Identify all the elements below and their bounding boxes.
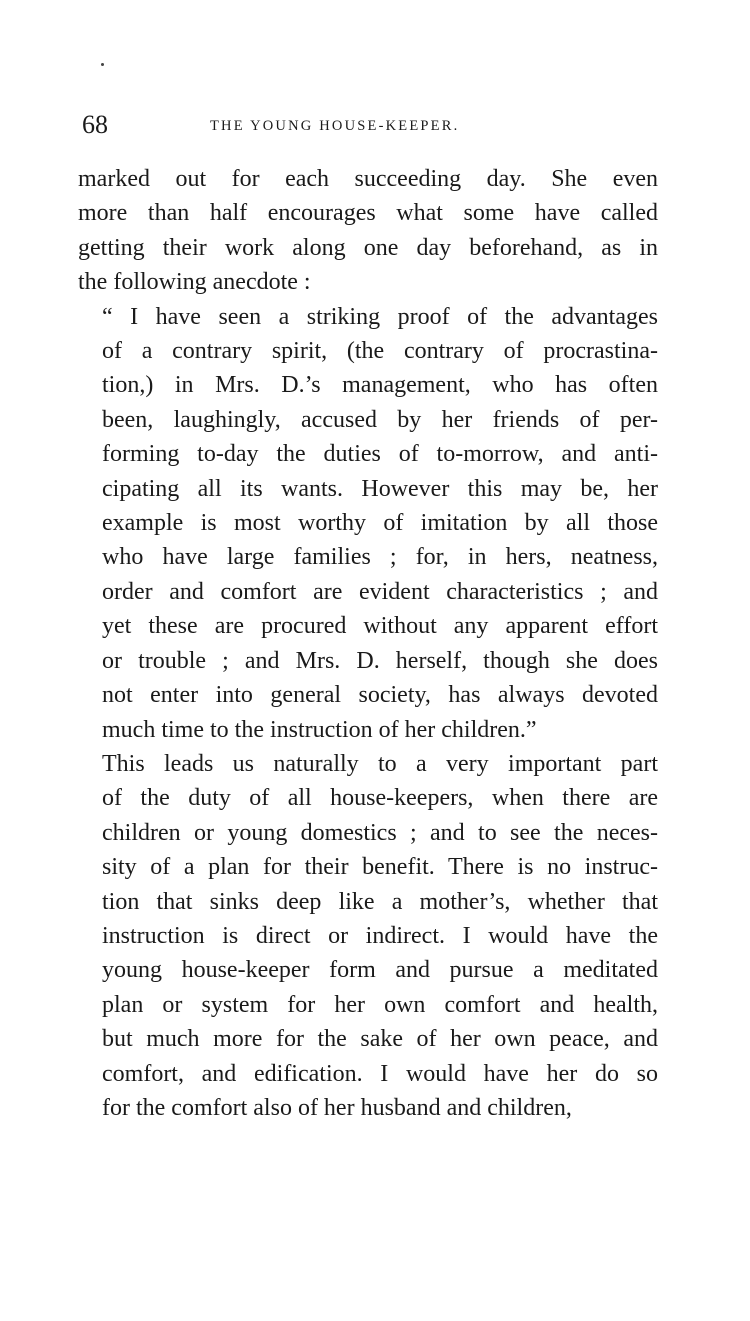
text-line: or trouble ; and Mrs. D. herself, though she does bbox=[102, 647, 658, 674]
text-line: not enter into general society, has always devoted bbox=[102, 682, 658, 709]
text-line: much time to the instruction of her children.” bbox=[102, 716, 537, 743]
text-line: sity of a plan for their benefit. There is no instruc- bbox=[102, 854, 658, 881]
page-header bbox=[82, 108, 662, 142]
text-line: young house-keeper form and pursue a meditated bbox=[102, 957, 658, 984]
text-line: plan or system for her own comfort and health, bbox=[102, 991, 658, 1018]
text-line: children or young domestics ; and to see the neces- bbox=[102, 819, 658, 846]
text-line: been, laughingly, accused by her friends of per- bbox=[102, 406, 658, 433]
text-line: cipating all its wants. However this may be, her bbox=[102, 475, 658, 502]
text-line: who have large families ; for, in hers, neatness, bbox=[102, 544, 658, 571]
text-line: forming to-day the duties of to-morrow, and anti- bbox=[102, 441, 658, 468]
text-line: of a contrary spirit, (the contrary of procrastina- bbox=[102, 338, 658, 365]
body-text bbox=[78, 162, 658, 1125]
paragraph-2-quote bbox=[78, 300, 658, 747]
paragraph-1 bbox=[78, 162, 658, 300]
page-number: 68 bbox=[82, 110, 108, 139]
text-line: marked out for each succeeding day. She even bbox=[78, 166, 658, 192]
text-line: This leads us naturally to a very important part bbox=[102, 750, 658, 777]
text-line: yet these are procured without any apparent effort bbox=[102, 613, 658, 640]
text-line: more than half encourages what some have called bbox=[78, 200, 658, 227]
text-line: for the comfort also of her husband and children, bbox=[102, 1094, 572, 1121]
text-line: order and comfort are evident characteristics ; and bbox=[102, 578, 658, 605]
text-line: comfort, and edification. I would have her do so bbox=[102, 1060, 658, 1087]
text-line: tion,) in Mrs. D.’s management, who has often bbox=[102, 372, 658, 399]
text-line: getting their work along one day beforehand, as in bbox=[78, 234, 658, 261]
text-line: but much more for the sake of her own peace, and bbox=[102, 1026, 658, 1053]
running-head: THE YOUNG HOUSE-KEEPER. bbox=[210, 118, 460, 134]
text-line: instruction is direct or indirect. I would have the bbox=[102, 922, 658, 949]
text-line: “ I have seen a striking proof of the advantages bbox=[102, 303, 658, 330]
text-line: tion that sinks deep like a mother’s, whether that bbox=[102, 888, 658, 915]
paragraph-3 bbox=[78, 747, 658, 1125]
text-line: the following anecdote : bbox=[78, 269, 311, 296]
text-line: of the duty of all house-keepers, when there are bbox=[102, 785, 658, 812]
print-speck bbox=[101, 63, 104, 66]
text-line: example is most worthy of imitation by all those bbox=[102, 510, 658, 537]
